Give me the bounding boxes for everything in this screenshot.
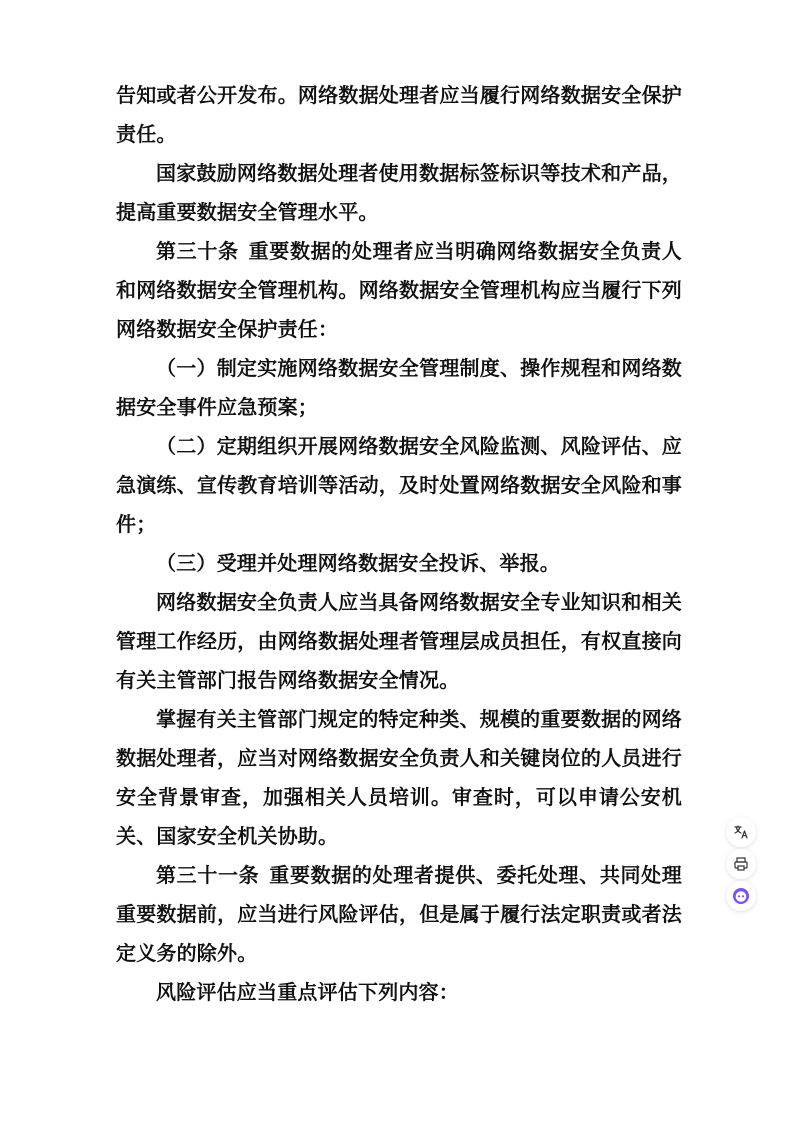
paragraph-2 [116,154,682,232]
floating-toolbar [724,817,758,913]
list-item-text: （二）定期组织开展网络数据安全风险监测、风险评估、应急演练、宣传教育培训等活动，及时处置网络数据安全风险和事件； [116,434,682,536]
paragraph-responsible-person [116,583,682,700]
print-icon [733,856,749,872]
assistant-icon [731,886,751,906]
paragraph-text: 风险评估应当重点评估下列内容： [156,980,459,1004]
paragraph-risk-assessment [116,973,682,1012]
paragraph-text: 网络数据安全负责人应当具备网络数据安全专业知识和相关管理工作经历，由网络数据处理者管理层成员担任，有权直接向有关主管部门报告网络数据安全情况。 [116,590,682,692]
print-button[interactable] [726,849,756,879]
list-item-3 [116,544,682,583]
assistant-button[interactable] [726,881,756,911]
list-item-1 [116,349,682,427]
paragraph-1 [116,76,682,154]
article-number: 第三十条 [156,239,239,263]
paragraph-text: 重要数据的处理者应当明确网络数据安全负责人和网络数据安全管理机构。网络数据安全管理机构应当履行下列网络数据安全保护责任： [116,239,682,341]
paragraph-text: 国家鼓励网络数据处理者使用数据标签标识等技术和产品，提高重要数据安全管理水平。 [116,161,682,224]
paragraph-text: 掌握有关主管部门规定的特定种类、规模的重要数据的网络数据处理者，应当对网络数据安全负责人和关键岗位的人员进行安全背景审查，加强相关人员培训。审查时，可以申请公安机关、国家安全机关协助。 [116,707,682,848]
article-31-paragraph [116,856,682,973]
paragraph-text: 重要数据的处理者提供、委托处理、共同处理重要数据前，应当进行风险评估，但是属于履行法定职责或者法定义务的除外。 [116,863,683,965]
document-body [116,76,682,1012]
list-item-text: （三）受理并处理网络数据安全投诉、举报。 [156,551,560,575]
list-item-2 [116,427,682,544]
article-number: 第三十一条 [156,863,260,887]
paragraph-background-check [116,700,682,856]
translate-button[interactable] [726,817,756,847]
list-item-text: （一）制定实施网络数据安全管理制度、操作规程和网络数据安全事件应急预案； [116,356,682,419]
translate-icon [733,824,749,840]
paragraph-text: 告知或者公开发布。网络数据处理者应当履行网络数据安全保护责任。 [116,83,682,146]
article-30-paragraph [116,232,682,349]
